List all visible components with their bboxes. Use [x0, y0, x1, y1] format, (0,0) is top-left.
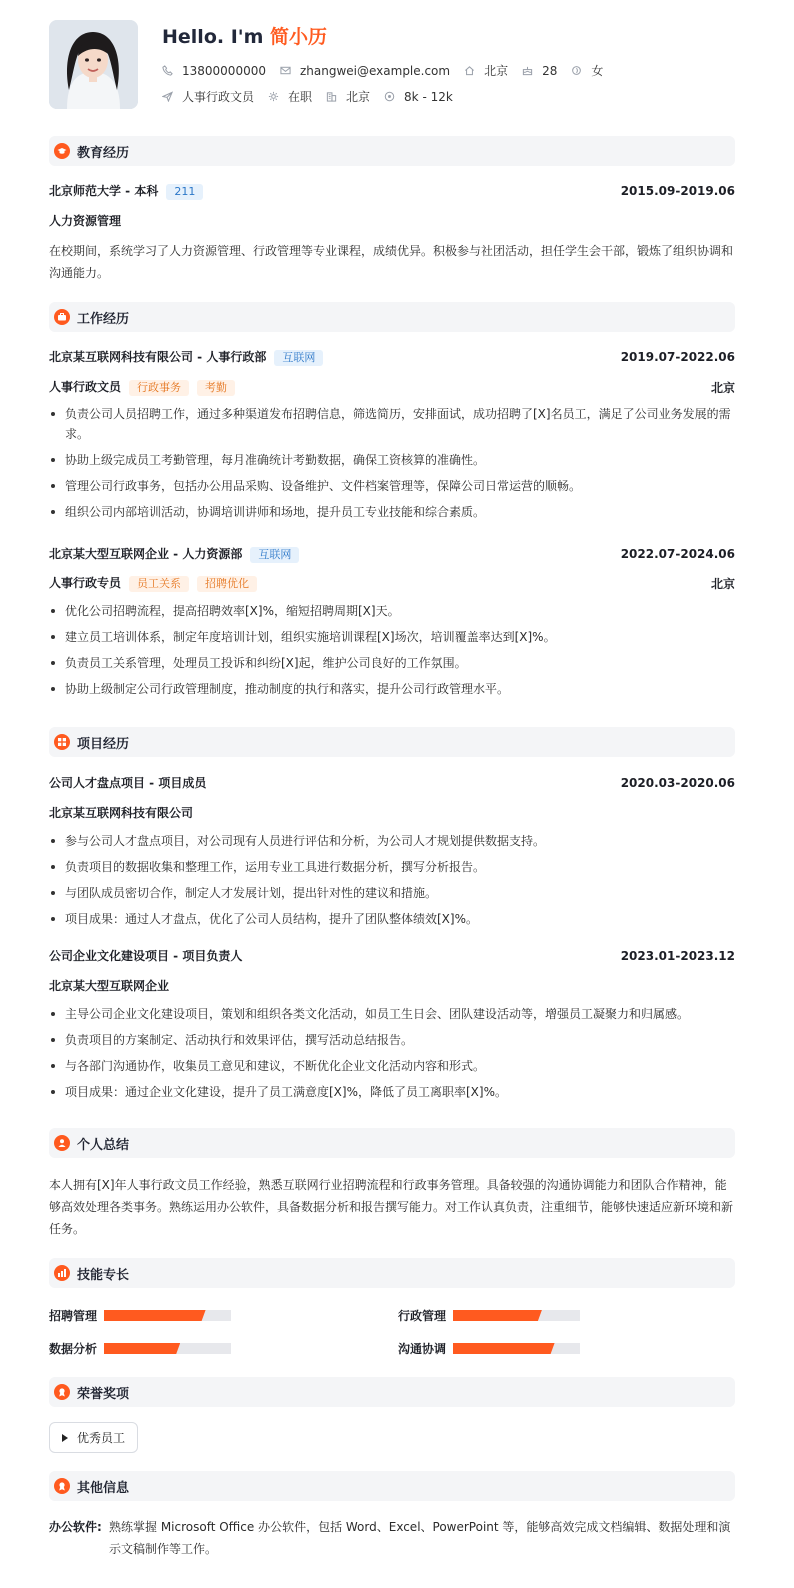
skill-item — [398, 1307, 580, 1324]
work-duties-list — [49, 601, 735, 699]
skill-bar — [104, 1343, 231, 1354]
project-company: 北京某大型互联网企业 — [49, 979, 170, 993]
city-text: 北京 — [484, 64, 509, 78]
list-item: 优化公司招聘流程，提高招聘效率[X]%，缩短招聘周期[X]天。 — [49, 601, 735, 621]
email-text: zhangwei@example.com — [299, 63, 451, 78]
salary-text: 8k - 12k — [404, 89, 453, 104]
gender-text: 女 — [591, 64, 604, 78]
info-icon — [54, 1478, 70, 1494]
gender-item — [571, 62, 603, 79]
skill-bar — [104, 1310, 231, 1321]
grid-icon — [54, 734, 70, 750]
skill-bar-fill — [104, 1310, 206, 1321]
section-title: 项目经历 — [77, 736, 130, 752]
target-city-item — [326, 88, 370, 105]
resume-header — [49, 20, 735, 120]
skill-bar-fill — [453, 1343, 555, 1354]
project-title-row — [49, 947, 735, 964]
project-company-row — [49, 977, 735, 994]
company-name: 北京某大型互联网企业 - 人力资源部 — [49, 547, 243, 561]
other-info-value: 熟练掌握 Microsoft Office 办公软件，包括 Word、Excel、PowerPoint 等，能够高效完成文档编辑、数据处理和演示文稿制作等工作。 — [109, 1520, 731, 1556]
send-icon — [162, 91, 173, 102]
position-tag: 考勤 — [197, 380, 235, 396]
list-item: 与团队成员密切合作，制定人才发展计划，提出针对性的建议和措施。 — [49, 883, 735, 903]
work-period: 2019.07-2022.06 — [620, 350, 735, 364]
position-name: 人事行政文员 — [49, 380, 122, 394]
skill-name: 数据分析 — [49, 1342, 98, 1356]
skill-name: 行政管理 — [398, 1309, 447, 1323]
skill-bar-fill — [104, 1343, 180, 1354]
status-gear-icon — [268, 91, 279, 102]
award-label: 优秀员工 — [77, 1431, 126, 1445]
skill-item — [49, 1307, 231, 1324]
age-item — [522, 64, 557, 78]
position-tag: 行政事务 — [129, 380, 189, 396]
education-major-row — [49, 212, 735, 229]
section-summary-header — [49, 1128, 735, 1158]
skill-name: 招聘管理 — [49, 1309, 98, 1323]
industry-tag: 互联网 — [250, 547, 299, 563]
skill-name: 沟通协调 — [398, 1342, 447, 1356]
graduation-cap-icon — [54, 143, 70, 159]
phone-icon — [162, 65, 173, 76]
section-title: 技能专长 — [77, 1267, 130, 1283]
other-info-key: 办公软件: — [49, 1520, 102, 1534]
user-icon — [54, 1135, 70, 1151]
section-title: 个人总结 — [77, 1137, 130, 1153]
bar-chart-icon — [54, 1265, 70, 1281]
section-title: 其他信息 — [77, 1480, 130, 1496]
cake-icon — [522, 65, 533, 76]
salary-item — [384, 90, 453, 104]
company-name: 北京某互联网科技有限公司 - 人事行政部 — [49, 350, 267, 364]
project-period: 2023.01-2023.12 — [620, 948, 735, 963]
position-tag: 员工关系 — [129, 576, 189, 592]
work-company — [49, 545, 299, 563]
list-item: 负责项目的数据收集和整理工作，运用专业工具进行数据分析，撰写分析报告。 — [49, 857, 735, 877]
contact-row — [162, 62, 617, 79]
other-info-row — [49, 1516, 735, 1560]
avatar — [49, 20, 138, 109]
email-item — [280, 64, 450, 78]
school-tag: 211 — [166, 184, 203, 200]
work-company-row — [49, 348, 735, 366]
award-medal-icon — [54, 1384, 70, 1400]
status-text: 在职 — [288, 90, 313, 104]
award-item[interactable] — [49, 1422, 138, 1453]
list-item: 管理公司行政事务，包括办公用品采购、设备维护、文件档案管理等，保障公司日常运营的顺畅。 — [49, 476, 735, 496]
play-triangle-icon — [62, 1434, 68, 1442]
education-school-row — [49, 182, 735, 200]
list-item: 项目成果：通过企业文化建设，提升了员工满意度[X]%，降低了员工离职率[X]%。 — [49, 1082, 735, 1102]
project-company: 北京某互联网科技有限公司 — [49, 806, 194, 820]
greeting-title — [162, 22, 327, 49]
education-major: 人力资源管理 — [49, 214, 122, 228]
project-title-row — [49, 774, 735, 791]
section-title: 教育经历 — [77, 145, 130, 161]
salary-coin-icon — [384, 91, 395, 102]
list-item: 项目成果：通过人才盘点，优化了公司人员结构，提升了团队整体绩效[X]%。 — [49, 909, 735, 929]
project-name: 公司人才盘点项目 - 项目成员 — [49, 776, 207, 790]
summary-text: 本人拥有[X]年人事行政文员工作经验，熟悉互联网行业招聘流程和行政事务管理。具备较强的沟通协调能力和团队合作精神，能够高效处理各类事务。熟练运用办公软件，具备数据分析和报告撰写能力。对工作认真负责，注重细节，能够快速适应新环境和新任务。 — [49, 1178, 734, 1236]
education-school — [49, 182, 203, 200]
candidate-name: 简小历 — [270, 26, 328, 48]
list-item: 建立员工培训体系，制定年度培训计划，组织实施培训课程[X]场次，培训覆盖率达到[X]%。 — [49, 627, 735, 647]
city-item — [464, 62, 508, 79]
target-city-text: 北京 — [346, 90, 371, 104]
home-icon — [464, 65, 475, 76]
work-duties-list — [49, 404, 735, 522]
job-intent-row — [162, 88, 467, 105]
work-company — [49, 348, 323, 366]
mail-icon — [280, 65, 291, 76]
section-education-header — [49, 136, 735, 166]
work-position — [49, 378, 235, 396]
position-tag: 招聘优化 — [197, 576, 257, 592]
work-position-row — [49, 574, 735, 592]
list-item: 负责员工关系管理，处理员工投诉和纠纷[X]起，维护公司良好的工作氛围。 — [49, 653, 735, 673]
building-icon — [326, 91, 337, 102]
section-projects-header — [49, 727, 735, 757]
list-item: 负责项目的方案制定、活动执行和效果评估，撰写活动总结报告。 — [49, 1030, 735, 1050]
job-text: 人事行政文员 — [182, 90, 255, 104]
education-description: 在校期间，系统学习了人力资源管理、行政管理等专业课程，成绩优异。积极参与社团活动，担任学生会干部，锻炼了组织协调和沟通能力。 — [49, 244, 734, 280]
list-item: 负责公司人员招聘工作，通过多种渠道发布招聘信息，筛选简历，安排面试，成功招聘了[X]名员工，满足了公司业务发展的需求。 — [49, 404, 735, 444]
section-title: 荣誉奖项 — [77, 1386, 130, 1402]
work-position-row — [49, 378, 735, 396]
list-item: 与各部门沟通协作，收集员工意见和建议，不断优化企业文化活动内容和形式。 — [49, 1056, 735, 1076]
project-duties-list — [49, 1004, 735, 1102]
project-name: 公司企业文化建设项目 - 项目负责人 — [49, 949, 243, 963]
status-item — [268, 88, 312, 105]
project-company-row — [49, 804, 735, 821]
section-title: 工作经历 — [77, 311, 130, 327]
gender-icon — [571, 65, 582, 76]
list-item: 协助上级制定公司行政管理制度，推动制度的执行和落实，提升公司行政管理水平。 — [49, 679, 735, 699]
work-position — [49, 574, 257, 592]
phone-text: 13800000000 — [182, 63, 266, 78]
skill-bar-fill — [453, 1310, 542, 1321]
section-work-header — [49, 302, 735, 332]
briefcase-icon — [54, 309, 70, 325]
list-item: 主导公司企业文化建设项目，策划和组织各类文化活动，如员工生日会、团队建设活动等，增强员工凝聚力和归属感。 — [49, 1004, 735, 1024]
phone-item — [162, 64, 266, 78]
list-item: 协助上级完成员工考勤管理，每月准确统计考勤数据，确保工资核算的准确性。 — [49, 450, 735, 470]
work-company-row — [49, 545, 735, 563]
work-period: 2022.07-2024.06 — [620, 547, 735, 561]
position-name: 人事行政专员 — [49, 576, 122, 590]
work-location: 北京 — [710, 576, 735, 591]
section-awards-header — [49, 1377, 735, 1407]
list-item: 组织公司内部培训活动，协调培训讲师和场地，提升员工专业技能和综合素质。 — [49, 502, 735, 522]
skill-item — [49, 1340, 231, 1357]
project-duties-list — [49, 831, 735, 929]
age-text: 28 — [542, 63, 558, 78]
education-period: 2015.09-2019.06 — [620, 184, 735, 198]
skill-bar — [453, 1343, 580, 1354]
skill-bar — [453, 1310, 580, 1321]
skill-item — [398, 1340, 580, 1357]
greeting-prefix: Hello. I'm — [162, 26, 270, 48]
project-period: 2020.03-2020.06 — [620, 775, 735, 790]
list-item: 参与公司人才盘点项目，对公司现有人员进行评估和分析，为公司人才规划提供数据支持。 — [49, 831, 735, 851]
section-skills-header — [49, 1258, 735, 1288]
resume-page — [49, 20, 735, 1556]
job-item — [162, 88, 254, 105]
section-other-header — [49, 1471, 735, 1501]
work-location: 北京 — [710, 380, 735, 395]
school-name: 北京师范大学 - 本科 — [49, 184, 159, 198]
industry-tag: 互联网 — [274, 350, 323, 366]
